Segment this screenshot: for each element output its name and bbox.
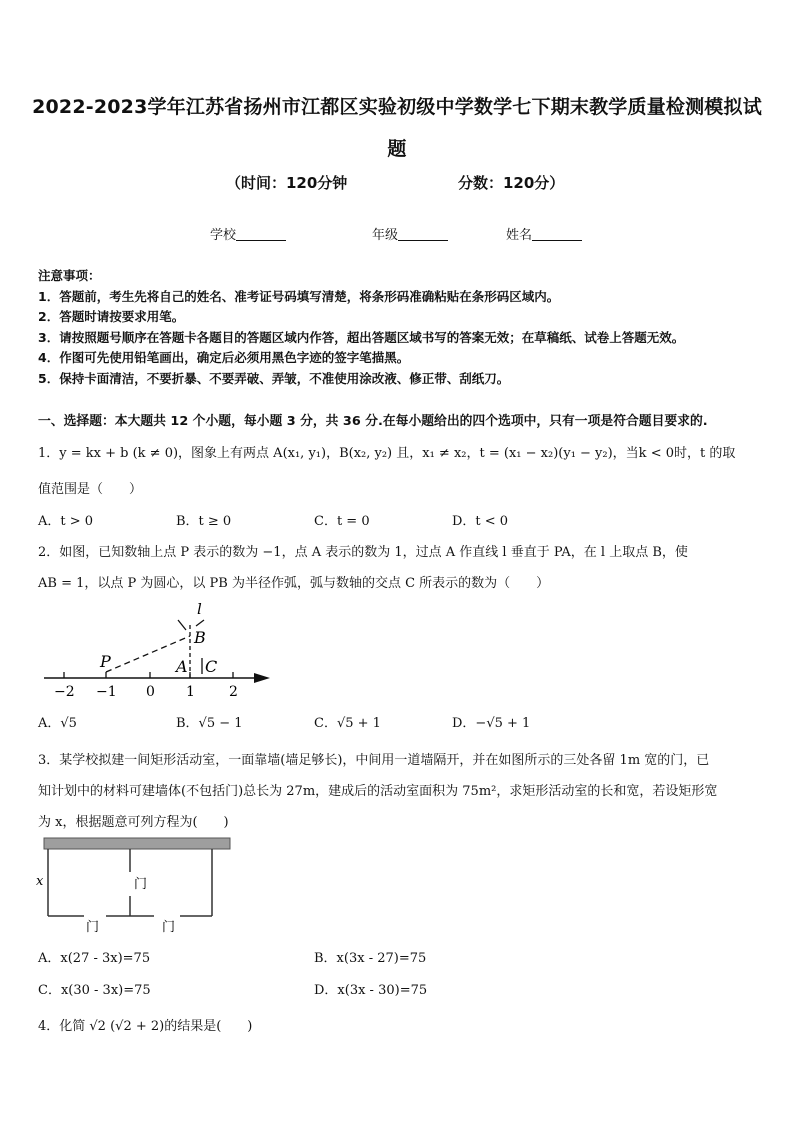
section-heading: 一、选择题：本大题共 12 个小题，每小题 3 分，共 36 分.在每小题给出的四个选项中，只有一项是符合题目要求的. <box>38 414 708 429</box>
exam-score: 分数：120分） <box>458 174 565 192</box>
axis-arrow-icon <box>254 673 270 683</box>
q2-option-b[interactable]: B．√5 − 1 <box>176 716 243 731</box>
door-label: 门 <box>162 920 176 935</box>
page-title <box>30 86 764 170</box>
q1-stem-line-2: 值范围是（ ） <box>38 482 143 497</box>
name-label: 姓名 <box>506 228 533 243</box>
tick-label: 0 <box>146 684 155 700</box>
exam-time: （时间：120分钟 <box>226 174 348 192</box>
q1-option-a[interactable]: A．t > 0 <box>38 514 94 529</box>
q3-stem-line-3: 为 x，根据题意可列方程为( ) <box>38 815 229 830</box>
q1-option-c[interactable]: C．t = 0 <box>314 514 370 529</box>
title-line-2: 题 <box>387 138 407 160</box>
q2-stem-line-1: 2．如图，已知数轴上点 P 表示的数为 −1，点 A 表示的数为 1，过点 A 作直线 l 垂直于 PA，在 l 上取点 B，使 <box>38 545 688 560</box>
name-field <box>506 224 582 243</box>
school-field <box>210 224 286 243</box>
q1-stem-line-1: 1．y = kx + b (k ≠ 0)，图象上有两点 A(x₁, y₁)，B(x₂, y₂) 且，x₁ ≠ x₂，t = (x₁ − x₂)(y₁ − y₂)，当k < 0时，t 的取 <box>38 446 736 461</box>
notes-block <box>38 266 684 389</box>
q3-option-b[interactable]: B．x(3x - 27)=75 <box>314 951 427 966</box>
q3-option-a[interactable]: A．x(27 - 3x)=75 <box>38 951 151 966</box>
label-c: C <box>205 657 218 676</box>
note-item: 5．保持卡面清洁，不要折暴、不要弄破、弄皱，不准使用涂改液、修正带、刮纸刀。 <box>38 370 510 386</box>
q3-stem-line-2: 知计划中的材料可建墙体(不包括门)总长为 27m，建成后的活动室面积为 75m²，求矩形活动室的长和宽，若设矩形宽 <box>38 784 718 799</box>
door-label: 门 <box>134 877 148 892</box>
note-item: 2．答题时请按要求用笔。 <box>38 309 185 324</box>
name-blank[interactable] <box>532 228 582 241</box>
q3-option-c[interactable]: C．x(30 - 3x)=75 <box>38 983 151 998</box>
grade-field <box>372 224 448 243</box>
q1-option-d[interactable]: D．t < 0 <box>452 514 509 529</box>
school-label: 学校 <box>210 228 237 243</box>
q3-stem-line-1: 3．某学校拟建一间矩形活动室，一面靠墙(墙足够长)，中间用一道墙隔开，并在如图所示的三处各留 1m 宽的门，已 <box>38 753 710 768</box>
door-label: 门 <box>86 920 100 935</box>
arc-mark <box>178 620 186 630</box>
title-line-1: 2022-2023学年江苏省扬州市江都区实验初级中学数学七下期末教学质量检测模拟试 <box>32 96 762 118</box>
width-label: x <box>36 874 44 889</box>
note-item: 4．作图可先使用铅笔画出，确定后必须用黑色字迹的签字笔描黑。 <box>38 350 410 365</box>
q2-option-d[interactable]: D．−√5 + 1 <box>452 716 531 731</box>
room-figure <box>34 836 244 936</box>
q4-stem-line-1: 4．化简 √2 (√2 + 2)的结果是( ) <box>38 1019 253 1034</box>
tick-label: 1 <box>186 684 195 700</box>
label-l: l <box>197 600 202 618</box>
wall <box>44 838 230 849</box>
grade-blank[interactable] <box>398 228 448 241</box>
label-b: B <box>194 628 206 647</box>
q2-option-a[interactable]: A．√5 <box>38 716 77 731</box>
label-a: A <box>176 657 188 676</box>
note-item: 1．答题前，考生先将自己的姓名、准考证号码填写清楚，将条形码准确粘贴在条形码区域内。 <box>38 288 560 304</box>
q2-stem-line-2: AB = 1，以点 P 为圆心，以 PB 为半径作弧，弧与数轴的交点 C 所表示的数为（ ） <box>38 576 550 591</box>
grade-label: 年级 <box>372 228 399 243</box>
school-blank[interactable] <box>236 228 286 241</box>
number-line-figure <box>40 600 280 700</box>
label-p: P <box>100 652 111 671</box>
arc-mark <box>196 620 204 626</box>
notes-heading: 注意事项： <box>38 268 101 283</box>
tick-label: −1 <box>96 684 117 700</box>
q3-option-d[interactable]: D．x(3x - 30)=75 <box>314 983 428 998</box>
q1-option-b[interactable]: B．t ≥ 0 <box>176 514 232 529</box>
tick-label: −2 <box>54 684 75 700</box>
note-item: 3．请按照题号顺序在答题卡各题目的答题区域内作答，超出答题区域书写的答案无效；在草稿纸、试卷上答题无效。 <box>38 329 685 345</box>
tick-label: 2 <box>229 684 238 700</box>
q2-option-c[interactable]: C．√5 + 1 <box>314 716 381 731</box>
